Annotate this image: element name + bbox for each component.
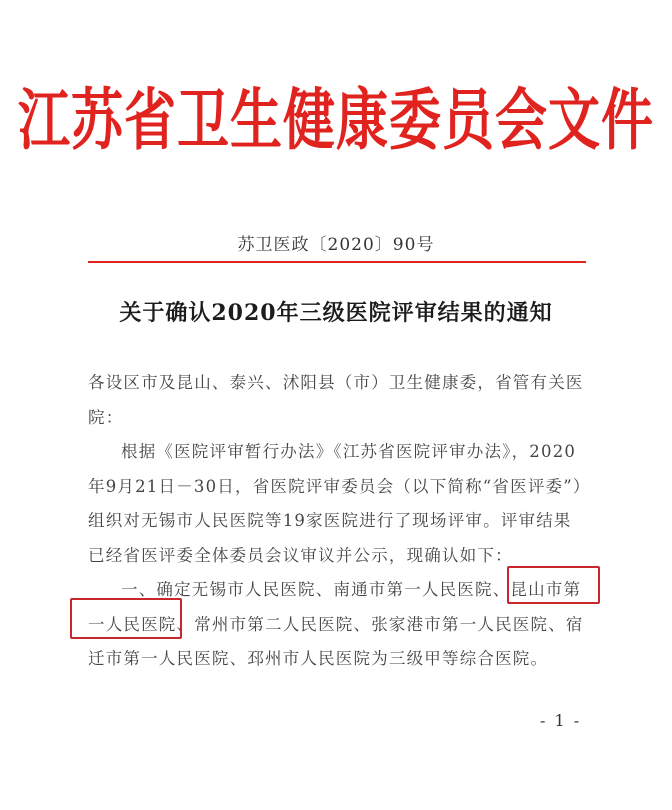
body-line: 组织对无锡市人民医院等19家医院进行了现场评审。评审结果 (88, 511, 572, 530)
body-line: 迁市第一人民医院、邳州市人民医院为三级甲等综合医院。 (88, 649, 549, 668)
body-line: 一人民医院、常州市第二人民医院、张家港市第一人民医院、宿 (88, 614, 584, 634)
body-line: 根据《医院评审暂行办法》《江苏省医院评审办法》，2020 (121, 442, 577, 461)
highlight-box-kunshan-part1 (507, 566, 600, 604)
body-line: 年9月21日－30日，省医院评审委员会（以下简称“省医评委”） (88, 476, 591, 496)
highlight-box-kunshan-part2 (70, 598, 182, 639)
red-divider-line (88, 261, 586, 263)
document-header-title: 江苏省卫生健康委员会文件 (17, 81, 654, 160)
addressee-line: 各设区市及昆山、泰兴、沭阳县（市）卫生健康委，省管有关医 (88, 373, 584, 392)
body-line: 已经省医评委全体委员会议审议并公示，现确认如下： (88, 545, 513, 565)
addressee-line: 院： (88, 407, 124, 427)
page-number: - 1 - (540, 711, 582, 730)
body-line: 一、确定无锡市人民医院、南通市第一人民医院、昆山市第 (121, 580, 582, 599)
document-number: 苏卫医政〔2020〕90号 (237, 235, 435, 255)
notice-title: 关于确认2020年三级医院评审结果的通知 (119, 300, 553, 326)
